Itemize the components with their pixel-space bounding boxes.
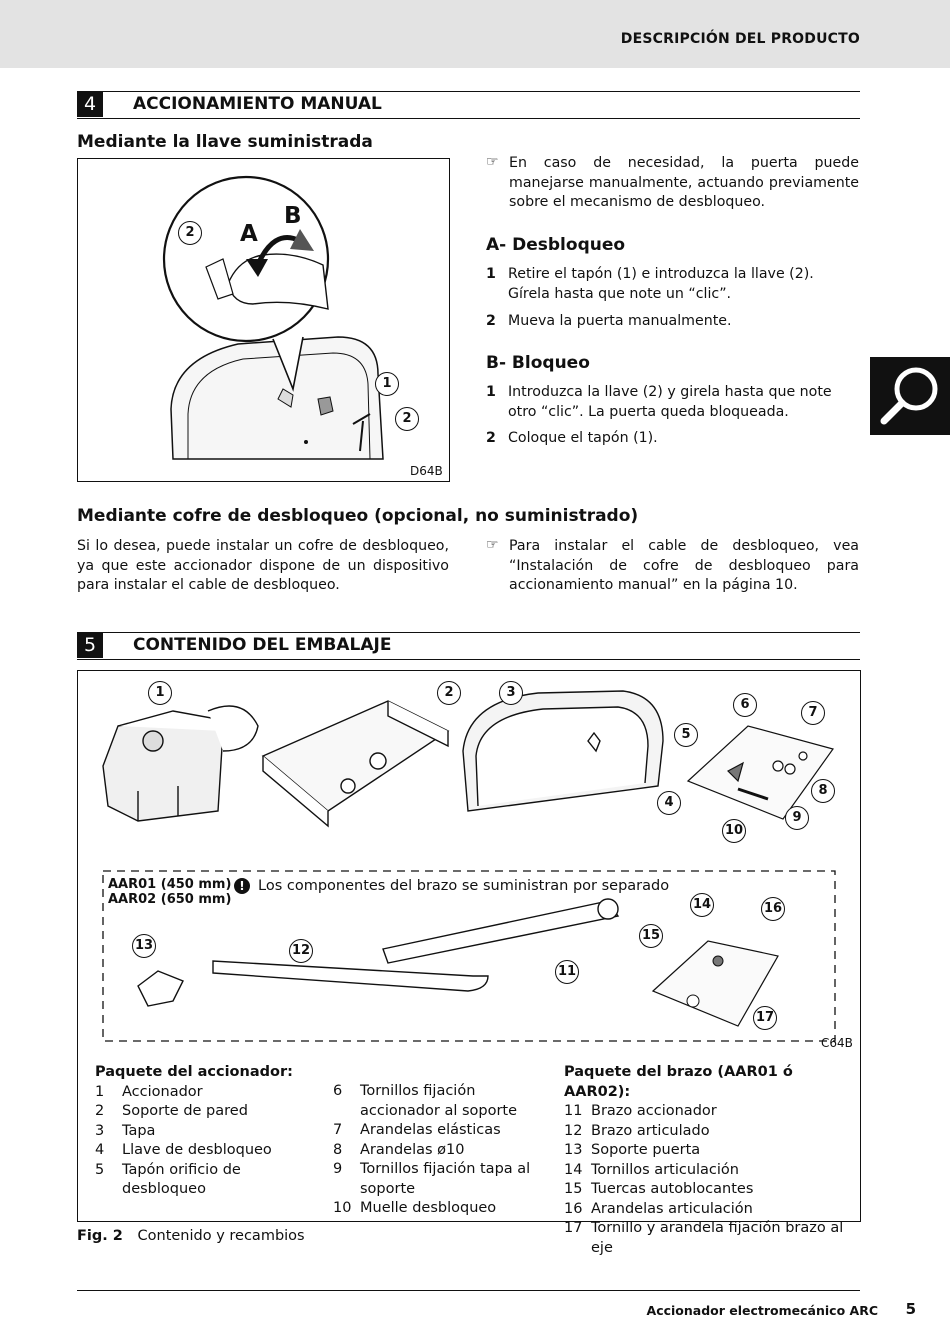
step-number: 1: [486, 266, 496, 282]
section-4-number: 4: [77, 91, 103, 117]
footer-product: Accionador electromecánico ARC: [646, 1303, 878, 1318]
section-5-number: 5: [77, 632, 103, 658]
package-illustration: [78, 671, 860, 1051]
callout-14: 14: [690, 893, 714, 917]
side-tab: [870, 357, 950, 435]
page-number: 5: [905, 1300, 916, 1318]
list-item: 7 Arandelas elásticas: [333, 1122, 501, 1138]
list-item: 8 Arandelas ø10: [333, 1141, 465, 1158]
callout-4: 4: [657, 791, 681, 815]
list-item: 9 Tornillos fijación tapa al soporte: [333, 1161, 531, 1197]
step-text: Introduzca la llave (2) y girela hasta que note otro “clic”. La puerta queda bloqueada.: [508, 384, 832, 420]
callout-7: 7: [801, 701, 825, 725]
list-item: 6 Tornillos fijación accionador al soporte: [333, 1083, 518, 1119]
header-title: DESCRIPCIÓN DEL PRODUCTO: [620, 31, 860, 47]
step-text: Retire el tapón (1) e introduzca la llave (2). Gírela hasta que note un “clic”.: [508, 266, 814, 302]
list-item: 17 Tornillo y arandela fijación brazo al eje: [564, 1220, 844, 1256]
step-text: Coloque el tapón (1).: [508, 430, 658, 446]
magnifier-icon: [870, 357, 950, 435]
arm-package-list: [564, 1063, 854, 1258]
list-title: Paquete del accionador:: [95, 1064, 293, 1080]
figure-caption: [77, 1228, 305, 1244]
actuator-package-list-2: [333, 1082, 543, 1219]
callout-11: 11: [555, 960, 579, 984]
model-aar02: AAR02 (650 mm): [108, 892, 232, 907]
list-item: 5 Tapón orificio de desbloqueo: [95, 1161, 241, 1197]
pointing-hand-icon: ☞: [486, 537, 499, 553]
caption-text: Contenido y recambios: [137, 1228, 305, 1244]
section-5-title: CONTENIDO DEL EMBALAJE: [133, 635, 392, 655]
callout-16: 16: [761, 897, 785, 921]
list-item: 3 Tapa: [95, 1122, 156, 1139]
callout-17: 17: [753, 1006, 777, 1030]
list-item: 1 Accionador: [95, 1083, 203, 1100]
lock-step-2: [486, 429, 860, 449]
list-item: 10 Muelle desbloqueo: [333, 1200, 497, 1216]
box-right-text: Para instalar el cable de desbloqueo, vea “Instalación de cofre de desbloqueo para accionamiento manual” en la página 10.: [509, 538, 859, 593]
footer-rule: [77, 1290, 860, 1291]
section-4-title: ACCIONAMIENTO MANUAL: [133, 94, 382, 114]
unlock-step-1: [486, 265, 860, 304]
step-number: 2: [486, 313, 496, 329]
list-item: 16 Arandelas articulación: [564, 1200, 753, 1217]
callout-6: 6: [733, 693, 757, 717]
callout-15: 15: [639, 924, 663, 948]
unlock-step-2: [486, 312, 860, 332]
actuator-package-list: [95, 1063, 315, 1200]
list-item: 15 Tuercas autoblocantes: [564, 1181, 754, 1197]
unlock-figure: [77, 158, 450, 482]
figure-code-d64b: D64B: [410, 464, 443, 478]
lock-step-1: [486, 383, 860, 422]
list-item: 4 Llave de desbloqueo: [95, 1142, 272, 1158]
list-item: 2 Soporte de pared: [95, 1103, 248, 1119]
callout-8: 8: [811, 779, 835, 803]
list-item: 12 Brazo articulado: [564, 1122, 710, 1139]
step-number: 2: [486, 430, 496, 446]
exclamation-icon: !: [234, 878, 250, 894]
callout-2: 2: [437, 681, 461, 705]
step-number: 1: [486, 384, 496, 400]
subsection-title-key: Mediante la llave suministrada: [77, 132, 373, 152]
figure-code-c64b: C64B: [821, 1036, 853, 1050]
arm-warning: Los componentes del brazo se suministran por separado: [258, 878, 670, 894]
note-manual: En caso de necesidad, la puerta puede manejarse manualmente, actuando previamente sobre el mecanismo de desbloqueo.: [509, 155, 859, 210]
unlock-title: A- Desbloqueo: [486, 235, 626, 255]
model-aar01: AAR01 (450 mm): [108, 877, 232, 892]
list-item: 11 Brazo accionador: [564, 1103, 717, 1119]
subsection-title-box: Mediante cofre de desbloqueo (opcional, no suministrado): [77, 506, 639, 526]
box-left-text: Si lo desea, puede instalar un cofre de desbloqueo, ya que este accionador dispone de un dispositivo para instalar el cable de desbloqueo.: [77, 538, 449, 593]
list-item: 13 Soporte puerta: [564, 1142, 701, 1158]
callout-2-bottom: 2: [395, 407, 419, 431]
callout-5: 5: [674, 723, 698, 747]
callout-13: 13: [132, 934, 156, 958]
label-a: A: [240, 221, 258, 247]
step-text: Mueva la puerta manualmente.: [508, 313, 732, 329]
lock-title: B- Bloqueo: [486, 353, 590, 373]
arm-models: [108, 877, 231, 907]
callout-3: 3: [499, 681, 523, 705]
callout-10: 10: [722, 819, 746, 843]
callout-9: 9: [785, 806, 809, 830]
list-item: 14 Tornillos articulación: [564, 1161, 739, 1178]
caption-number: Fig. 2: [77, 1228, 123, 1244]
label-b: B: [284, 203, 302, 229]
callout-2-top: 2: [178, 221, 202, 245]
callout-1: 1: [148, 681, 172, 705]
unlock-illustration: [78, 159, 449, 481]
callout-1: 1: [375, 372, 399, 396]
callout-12: 12: [289, 939, 313, 963]
list-title: Paquete del brazo (AAR01 ó AAR02):: [564, 1064, 793, 1100]
pointing-hand-icon: ☞: [486, 154, 499, 170]
